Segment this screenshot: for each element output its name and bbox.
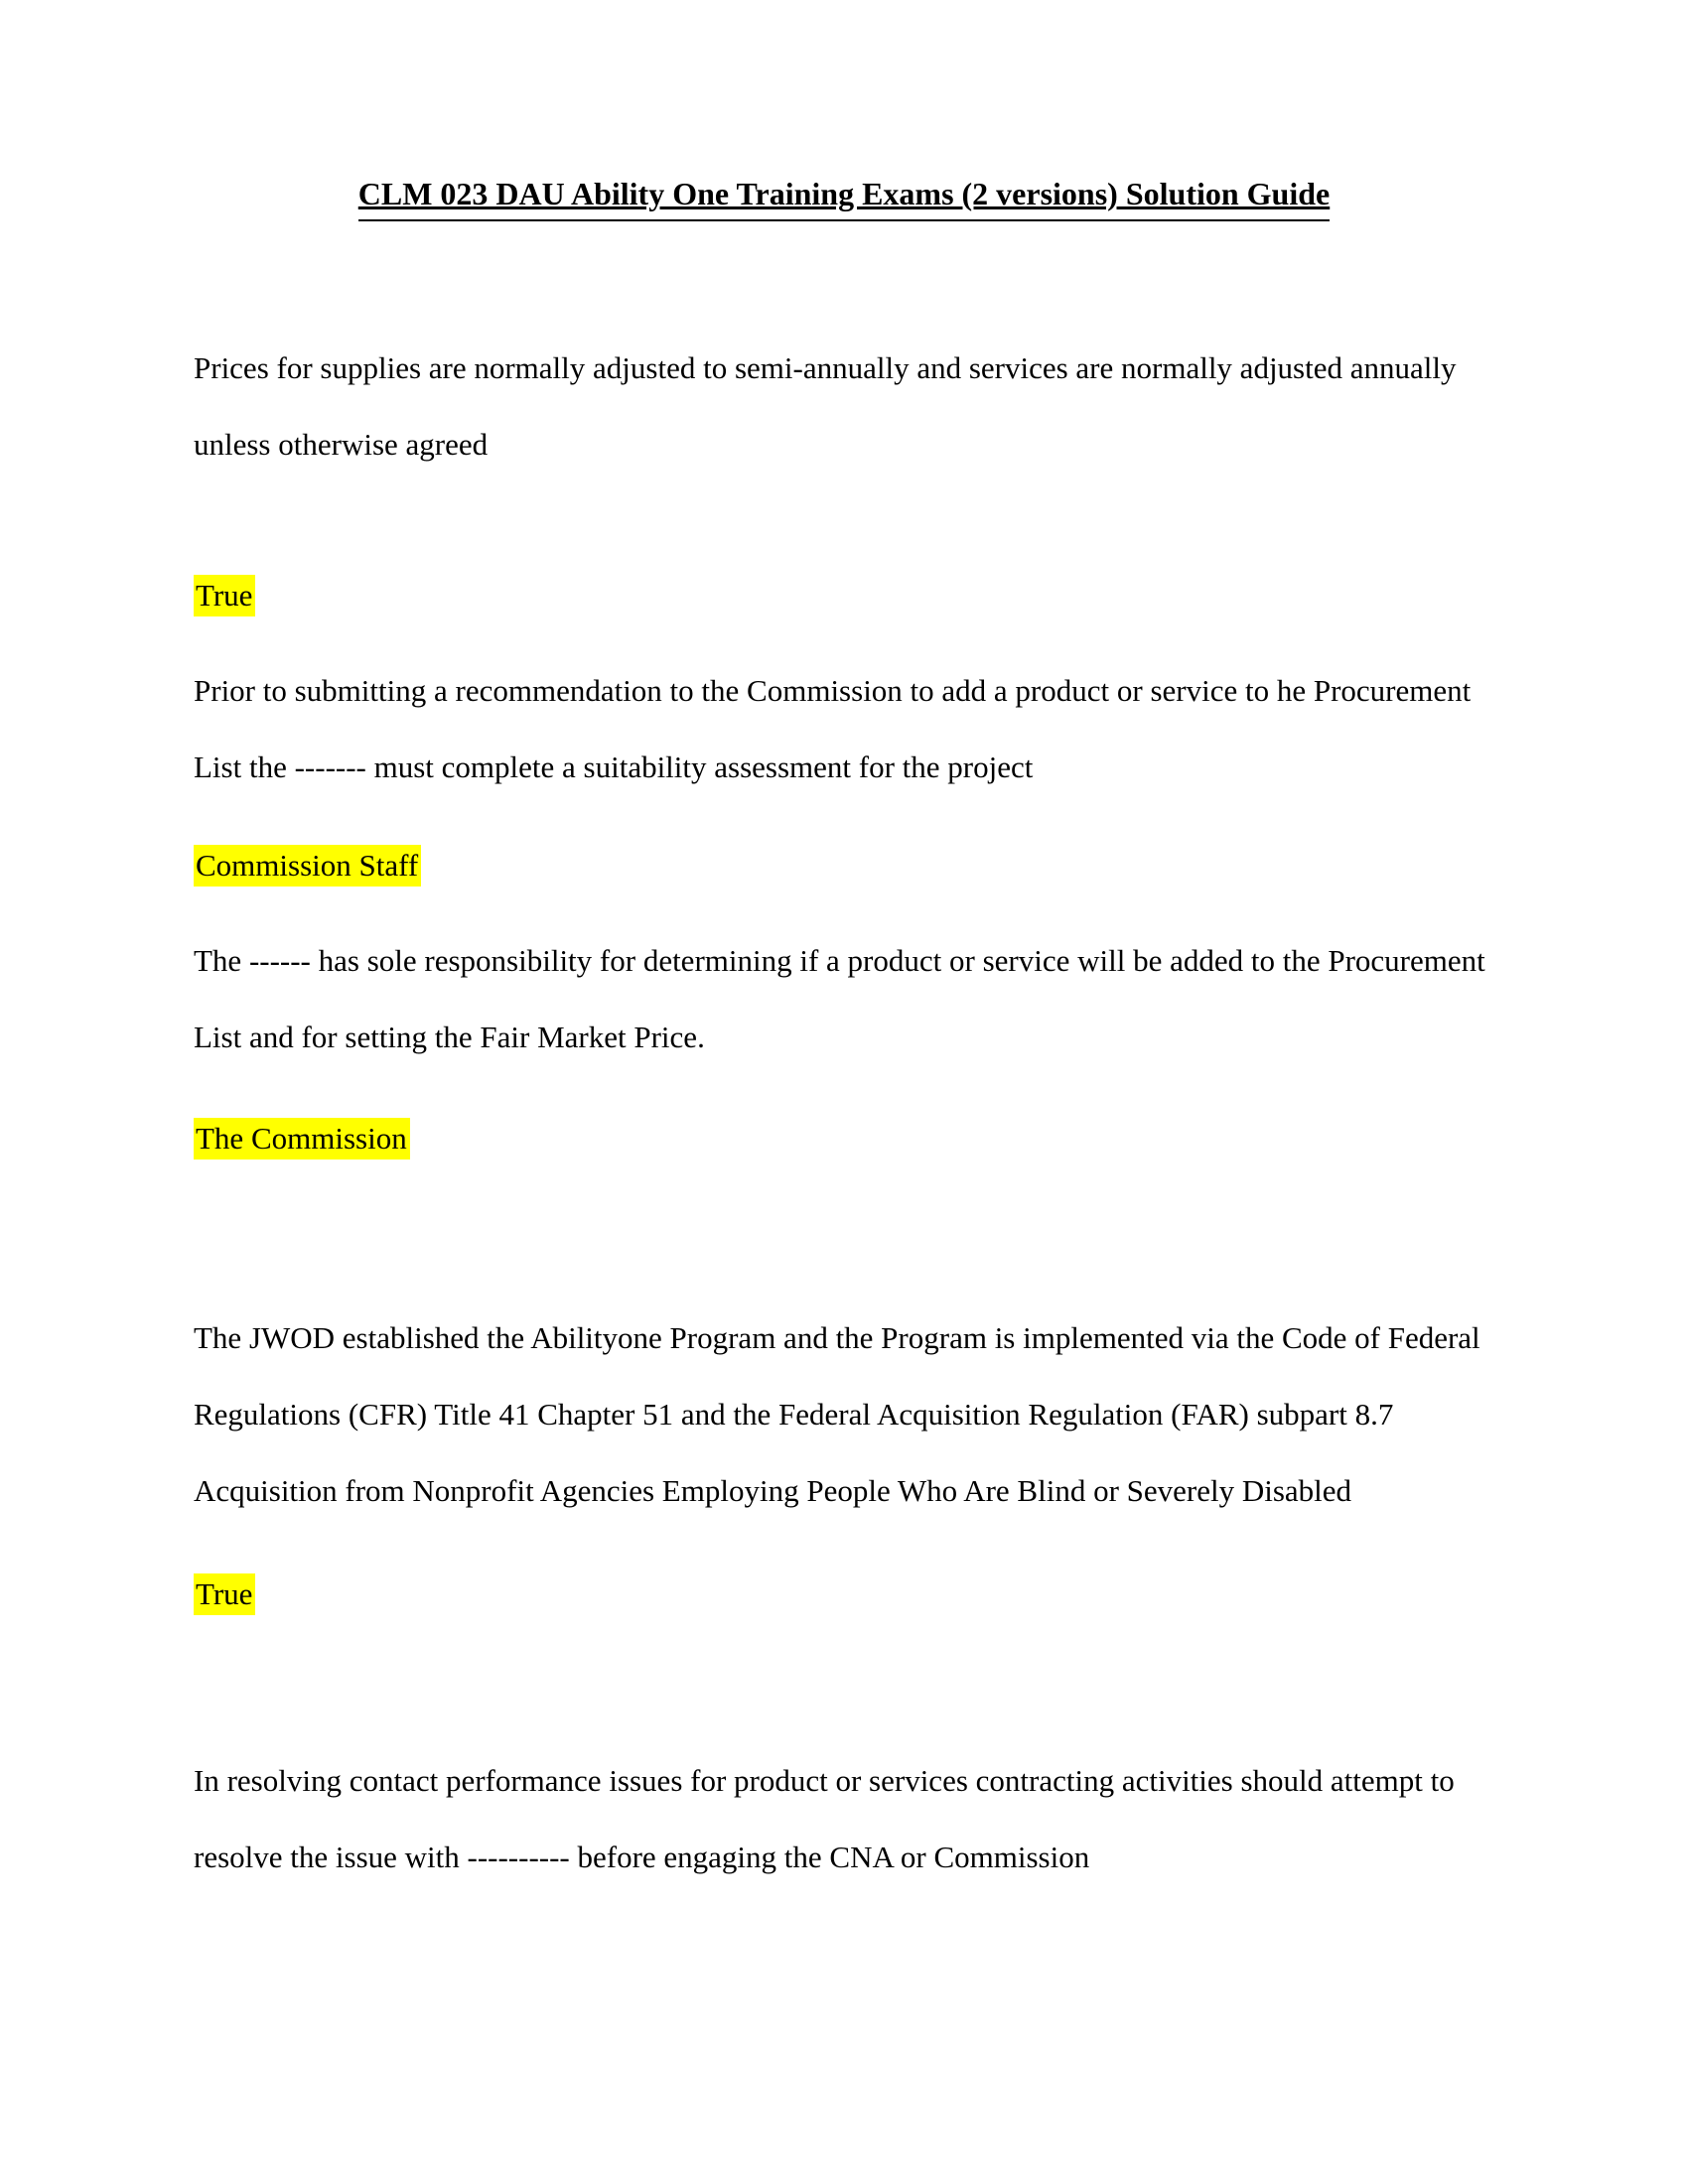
answer-2-line bbox=[194, 827, 1494, 903]
answer-1-highlight: True bbox=[194, 575, 255, 616]
question-2-text: Prior to submitting a recommendation to the Commission to add a product or service to he Procurement List the ------- must complete a suitability assessment for the project bbox=[194, 673, 1472, 784]
answer-4-line bbox=[194, 1556, 1494, 1632]
question-1-text: Prices for supplies are normally adjusted to semi-annually and services are normally adjusted annually unless otherwise agreed bbox=[194, 350, 1457, 462]
document-title bbox=[194, 0, 1494, 221]
question-5-text: In resolving contact performance issues for product or services contracting activities should attempt to resolve the issue with ---------- before engaging the CNA or Commission bbox=[194, 1763, 1455, 1874]
answer-3-line bbox=[194, 1100, 1494, 1176]
document-title-text: CLM 023 DAU Ability One Training Exams (2 versions) Solution Guide bbox=[358, 173, 1330, 221]
answer-1-line bbox=[194, 557, 1494, 633]
answer-3-highlight: The Commission bbox=[194, 1118, 410, 1160]
question-4-text: The JWOD established the Abilityone Program and the Program is implemented via the Code of Federal Regulations (CFR) Title 41 Chapter 51 and the Federal Acquisition Regulation (FAR) subpart 8.7 Acquisition from Nonprofit Agencies Employing People Who Are Blind or Severely Disabled bbox=[194, 1320, 1480, 1508]
answer-4-highlight: True bbox=[194, 1573, 255, 1615]
question-3-text: The ------ has sole responsibility for determining if a product or service will be added to the Procurement List and for setting the Fair Market Price. bbox=[194, 943, 1485, 1054]
answer-2-highlight: Commission Staff bbox=[194, 845, 421, 887]
